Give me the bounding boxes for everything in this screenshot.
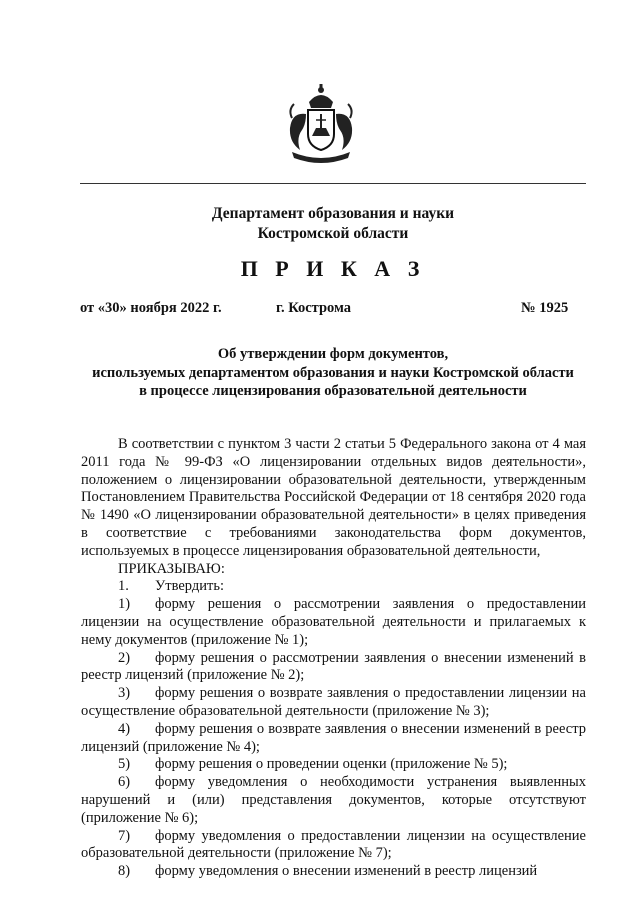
coat-of-arms-emblem xyxy=(276,84,366,166)
item-text: форму решения о возврате заявления о предоставлении лицензии на осуществление образовательной деятельности (приложение № 3); xyxy=(81,685,586,719)
list-item xyxy=(81,685,586,721)
item-text: форму уведомления о внесении изменений в реестр лицензий xyxy=(155,863,538,880)
item-text: форму решения о рассмотрении заявления о предоставлении лицензии на осуществление образовательной деятельности и прилагаемых к нему документов (приложение № 1); xyxy=(81,596,586,648)
item-text: форму решения о рассмотрении заявления о внесении изменений в реестр лицензий (приложение № 2); xyxy=(81,649,586,684)
list-item xyxy=(81,650,586,686)
list-item xyxy=(81,863,586,881)
list-item xyxy=(81,774,586,827)
subject-line: в процессе лицензирования образовательной деятельности xyxy=(139,383,527,399)
item-text: форму решения о проведении оценки (приложение № 5); xyxy=(155,756,508,773)
order-city: г. Кострома xyxy=(276,300,352,316)
item-text: форму уведомления о необходимости устранения выявленных нарушений и (или) представления документов, которые отсутствуют (приложение № 6); xyxy=(81,774,586,826)
command-word: ПРИКАЗЫВАЮ: xyxy=(118,560,225,577)
item-number: 4) xyxy=(118,720,131,737)
item-number: 8) xyxy=(118,863,131,880)
subject-line: Об утверждении форм документов, xyxy=(217,346,449,362)
order-date: от «30» ноября 2022 г. xyxy=(80,300,222,316)
order-body xyxy=(81,436,586,881)
item-number: 7) xyxy=(118,827,131,844)
item-number: 3) xyxy=(118,685,131,702)
approve-clause xyxy=(81,578,586,596)
item-text: форму уведомления о предоставлении лицензии на осуществление образовательной деятельности (приложение № 7); xyxy=(81,827,586,862)
list-item xyxy=(81,596,586,649)
item-number: 2) xyxy=(118,649,131,666)
clause-text: Утвердить: xyxy=(155,578,224,595)
header-divider xyxy=(80,183,586,184)
item-text: форму решения о возврате заявления о внесении изменений в реестр лицензий (приложение № 4); xyxy=(81,720,586,755)
order-subject xyxy=(80,345,586,401)
preamble-paragraph: В соответствии с пунктом 3 части 2 статьи 5 Федерального закона от 4 мая 2011 года № 99-ФЗ «О лицензировании отдельных видов деятельности», положением о лицензировании образовательной деятельности, утвержденным Постановлением Правительства Российской Федерации от 18 сентября 2020 года № 1490 «О лицензировании образовательной деятельности» в целях приведения в соответствие с требованиями законодательства форм документов, используемых в процессе лицензирования образовательной деятельности, xyxy=(81,436,586,559)
item-number: 6) xyxy=(118,774,131,791)
department-name-line2: Костромской области xyxy=(257,225,409,242)
clause-number: 1. xyxy=(118,578,129,595)
list-item xyxy=(81,721,586,757)
list-item xyxy=(81,828,586,864)
subject-line: используемых департаментом образования и науки Костромской области xyxy=(92,364,574,381)
department-name-line1: Департамент образования и науки xyxy=(211,205,455,222)
document-type-title: П Р И К А З xyxy=(240,256,426,281)
order-number: № 1925 xyxy=(521,300,569,316)
list-item xyxy=(81,756,586,774)
item-number: 1) xyxy=(118,596,131,613)
item-number: 5) xyxy=(118,756,131,773)
